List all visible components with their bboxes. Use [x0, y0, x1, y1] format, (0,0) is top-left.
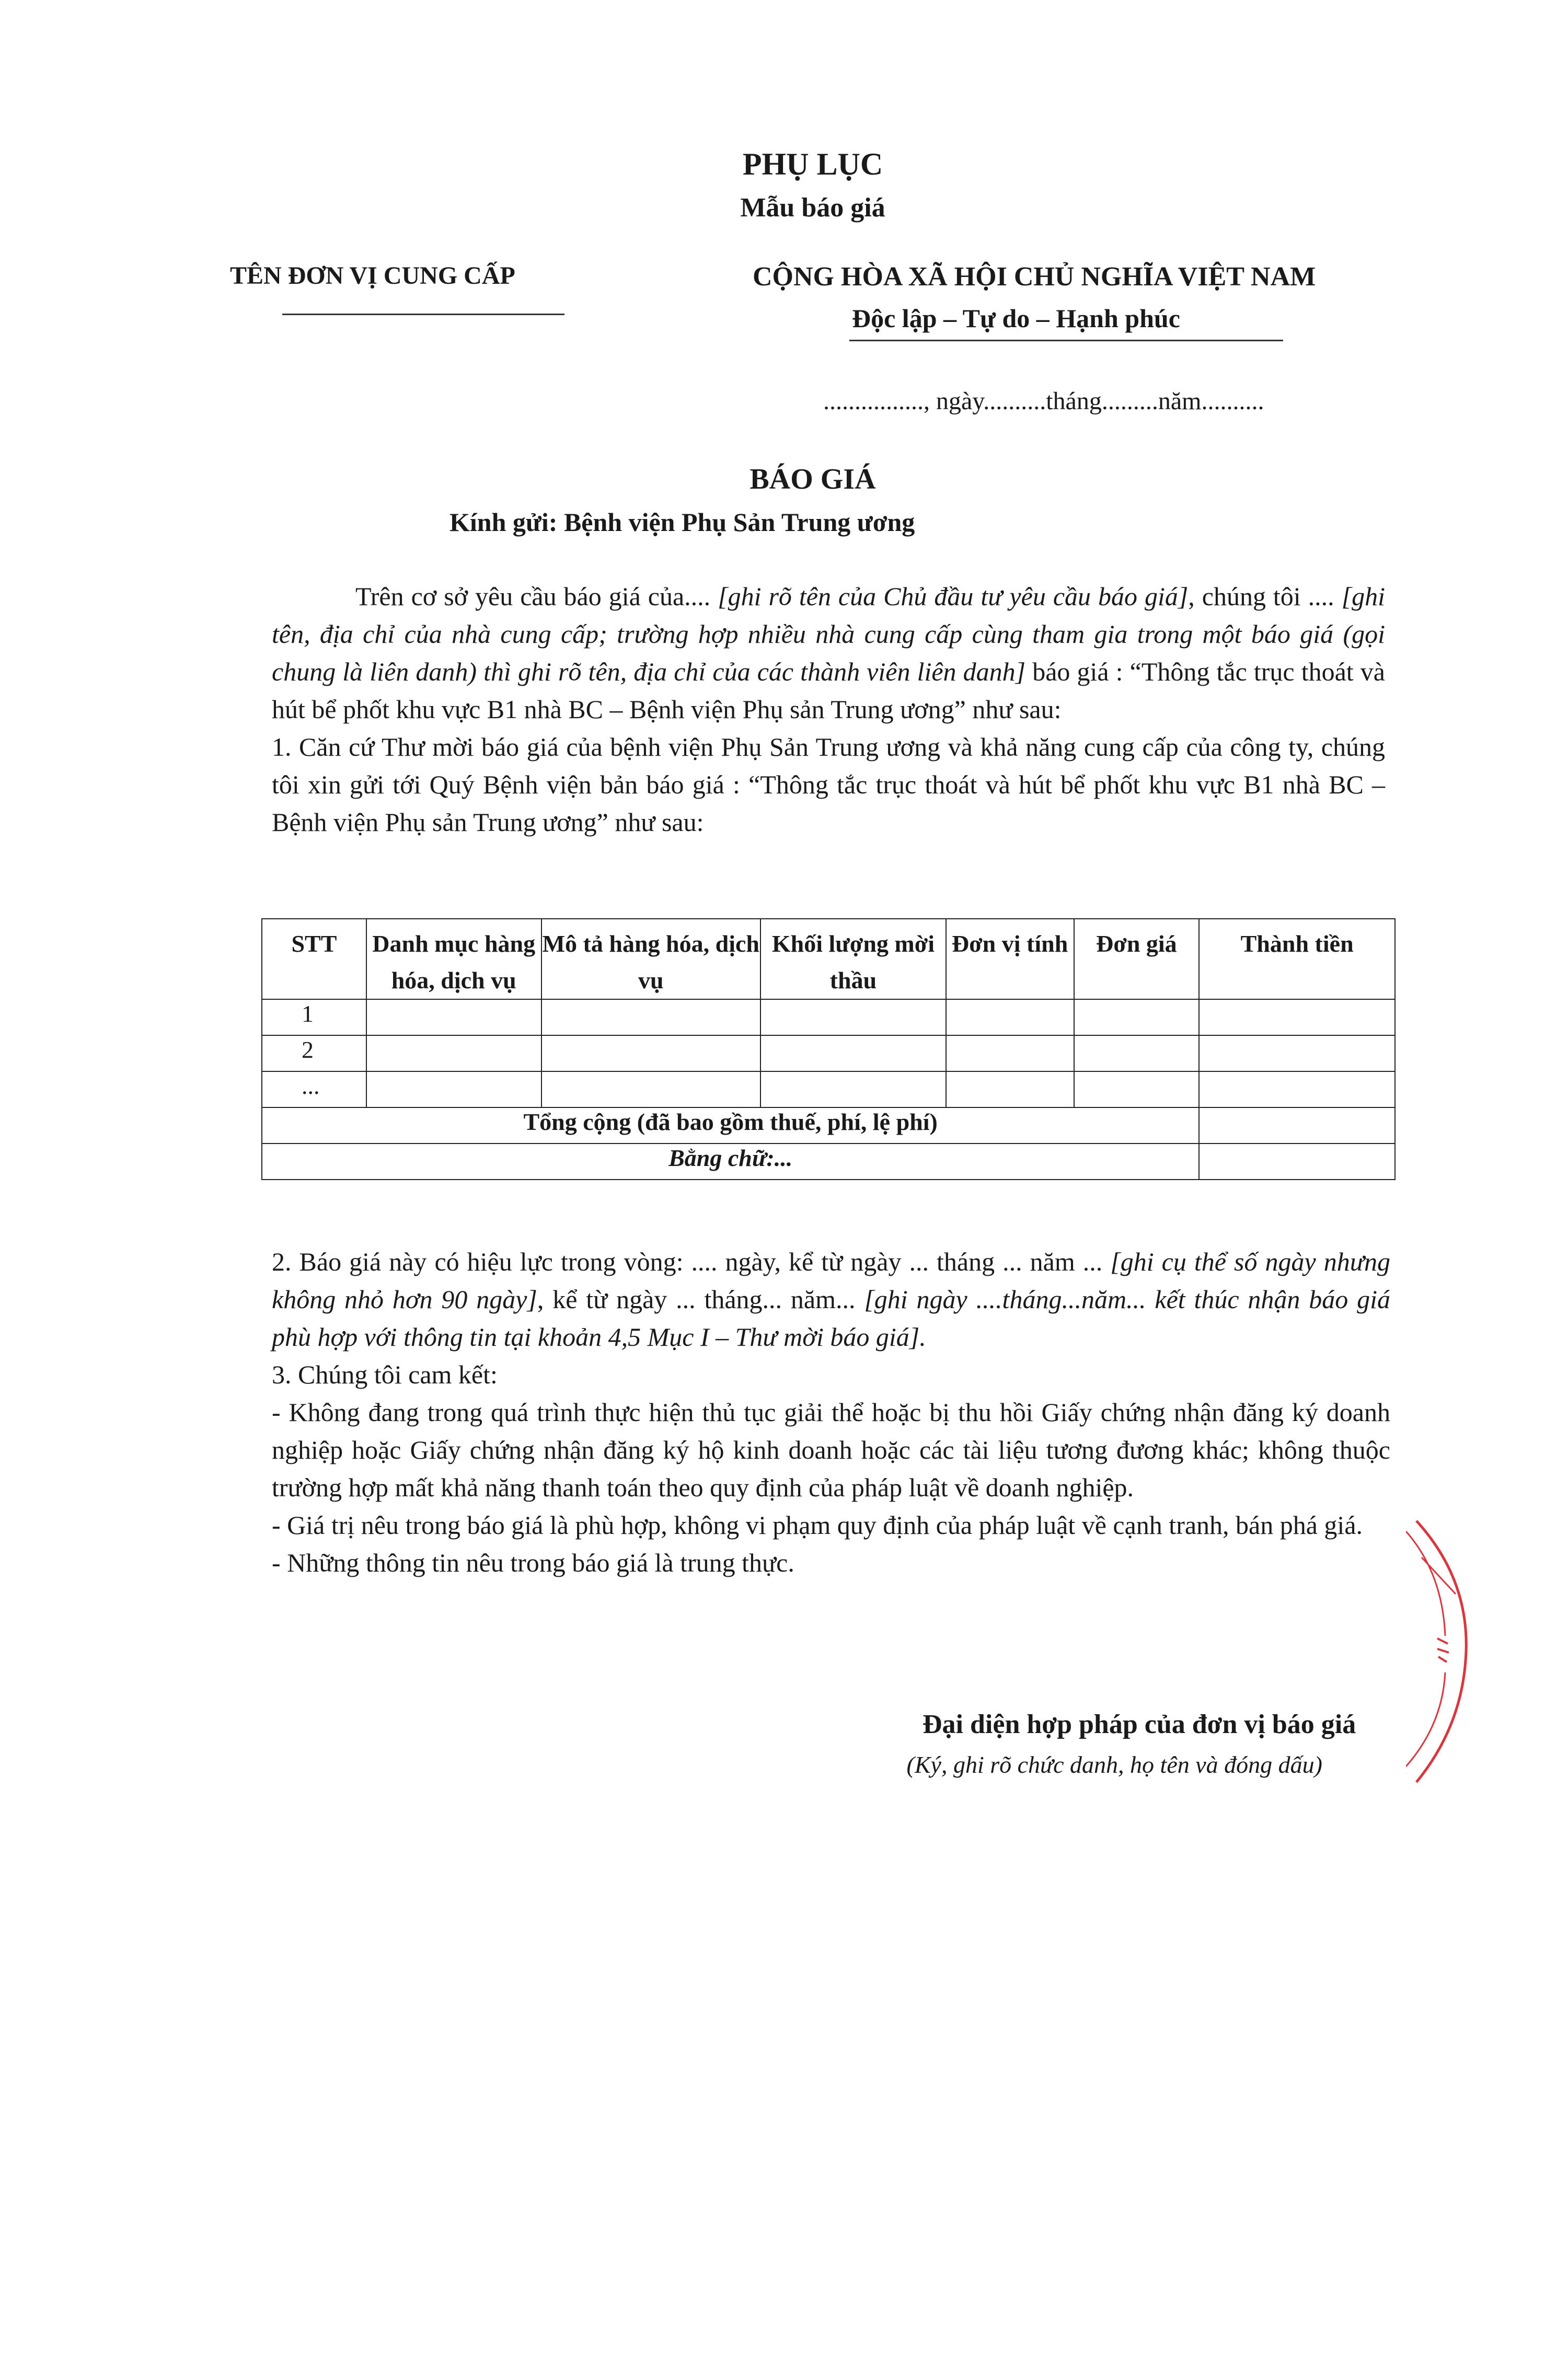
validity-paragraph: [272, 1243, 1390, 1356]
intro-note: [ghi rõ tên của Chủ đầu tư yêu cầu báo giá]: [718, 582, 1189, 611]
appendix-title: PHỤ LỤC: [742, 147, 883, 181]
total-row: [262, 1107, 1395, 1144]
motto-underline: [849, 340, 1283, 341]
intro-text: Trên cơ sở yêu cầu báo giá của....: [355, 582, 718, 611]
intro-text: báo giá : “Thông tắc trục thoát và hút bể phốt khu vực B1 nhà BC – Bệnh viện Phụ sản Trung ương” như sau:: [272, 657, 1385, 724]
row-number: 1: [262, 999, 366, 1035]
header-unit-price: Đơn giá: [1074, 919, 1200, 999]
validity-note: [ghi cụ thể số ngày nhưng không nhỏ hơn 90 ngày]: [272, 1247, 1390, 1314]
validity-text: 2. Báo giá này có hiệu lực trong vòng: .... ngày, kể từ ngày ... tháng ... năm ...: [272, 1247, 1111, 1276]
validity-text: , kể từ ngày ... tháng... năm...: [537, 1285, 864, 1314]
motto: Độc lập – Tự do – Hạnh phúc: [852, 304, 1180, 333]
commit-item: - Giá trị nêu trong báo giá là phù hợp, không vi phạm quy định của pháp luật về cạnh tranh, bán phá giá.: [272, 1510, 1363, 1540]
basis-paragraph: 1. Căn cứ Thư mời báo giá của bệnh viện Phụ Sản Trung ương và khả năng cung cấp của công ty, chúng tôi xin gửi tới Quý Bệnh viện bản báo giá : “Thông tắc trục thoát và hút bể phốt khu vực B1 nhà BC – Bệnh viện Phụ sản Trung ương” như sau:: [272, 732, 1385, 837]
header-amount: Thành tiền: [1199, 919, 1395, 999]
date-line: ................, ngày..........tháng.........năm..........: [823, 387, 1264, 415]
commit-heading: 3. Chúng tôi cam kết:: [272, 1360, 498, 1389]
recipient: Kính gửi: Bệnh viện Phụ Sản Trung ương: [449, 507, 915, 537]
table-row: [262, 999, 1395, 1035]
header-item: Danh mục hàng hóa, dịch vụ: [366, 919, 541, 999]
stamp-mark: [1406, 1516, 1474, 1787]
terms-section: [272, 1243, 1390, 1581]
appendix-subtitle: Mẫu báo giá: [740, 193, 885, 223]
header-description: Mô tả hàng hóa, dịch vụ: [541, 919, 761, 999]
intro-text: , chúng tôi ....: [1188, 582, 1342, 611]
words-row: [262, 1144, 1395, 1180]
row-number: ...: [262, 1071, 366, 1107]
signature-title: Đại diện hợp pháp của đơn vị báo giá: [923, 1710, 1356, 1739]
header-quantity: Khối lượng mời thầu: [760, 919, 946, 999]
commit-item: - Những thông tin nêu trong báo giá là trung thực.: [272, 1548, 794, 1577]
row-number: 2: [262, 1035, 366, 1071]
quote-title: BÁO GIÁ: [750, 463, 876, 495]
supplier-unit: TÊN ĐƠN VỊ CUNG CẤP: [230, 262, 515, 290]
intro-note: [ghi tên, địa chỉ của nhà cung cấp; trường hợp nhiều nhà cung cấp cùng tham gia trong một báo giá (gọi chung là liên danh) thì ghi rõ tên, địa chỉ của các thành viên liên danh]: [272, 582, 1385, 686]
table-row: [262, 1035, 1395, 1071]
header-stt: STT: [262, 919, 366, 999]
signature-note: (Ký, ghi rõ chức danh, họ tên và đóng dấu): [906, 1751, 1322, 1778]
total-label: Tổng cộng (đã bao gồm thuế, phí, lệ phí): [262, 1107, 1199, 1144]
words-label: Bằng chữ:...: [262, 1144, 1199, 1180]
table-row: [262, 1071, 1395, 1107]
quote-table: [261, 918, 1396, 1180]
intro-paragraph: [272, 578, 1385, 728]
intro-section: [272, 578, 1385, 841]
commit-item: - Không đang trong quá trình thực hiện thủ tục giải thể hoặc bị thu hồi Giấy chứng nhận đăng ký doanh nghiệp hoặc Giấy chứng nhận đăng ký hộ kinh doanh hoặc các tài liệu tương đương khác; không thuộc trường hợp mất khả năng thanh toán theo quy định của pháp luật về doanh nghiệp.: [272, 1398, 1390, 1502]
supplier-underline: [282, 314, 564, 315]
nation-heading: CỘNG HÒA XÃ HỘI CHỦ NGHĨA VIỆT NAM: [753, 262, 1316, 292]
header-unit: Đơn vị tính: [946, 919, 1074, 999]
validity-note: [ghi ngày ....tháng...năm... kết thúc nhận báo giá phù hợp với thông tin tại khoản 4,5 Mục I – Thư mời báo giá].: [272, 1285, 1391, 1352]
